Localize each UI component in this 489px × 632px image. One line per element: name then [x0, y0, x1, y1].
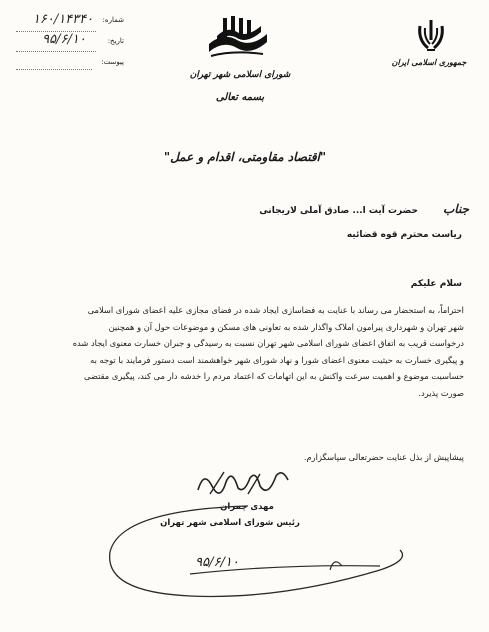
letter-number-value: ۱۶۰/۱۴۳۴۰ [32, 12, 94, 27]
letter-body [40, 302, 464, 402]
signature [190, 464, 300, 504]
city-council-logo [203, 14, 275, 64]
iran-emblem-icon [416, 18, 446, 54]
recipient-honorific: جناب [443, 202, 469, 216]
letter-attachment-label: پیوست: [101, 58, 124, 66]
letter-number-label: شماره: [102, 16, 124, 24]
closing-line: پیشاپیش از بذل عنایت حضرتعالی سپاسگزارم. [303, 452, 464, 462]
greeting: سلام علیکم [410, 279, 462, 289]
body-line: صورت پذیرد. [418, 387, 464, 398]
council-caption: شورای اسلامی شهر تهران [189, 70, 291, 80]
letter-date-value: ۹۵/۶/۱۰ [42, 32, 86, 47]
attachment-underline [16, 69, 92, 70]
letter-date-label: تاریخ: [107, 37, 124, 45]
signer-title: رئیس شورای اسلامی شهر تهران [160, 518, 300, 528]
body-line: حساسیت موضوع و اهمیت سرعت واکنش به این اتهامات که اعتماد مردم را خدشه دار می کند، پیگیری مقتضی [84, 371, 464, 382]
slogan: "اقتصاد مقاومتی، اقدام و عمل" [163, 150, 327, 164]
body-line: شهر تهران و شهرداری پیرامون املاک واگذار شده به تعاونی های مسکن و موضوعات حول آن و همچنین [108, 321, 464, 332]
body-line: و پیگیری خسارت به حیثیت معنوی اعضای شورا و نهاد شورای شهر خواهشمند است دستور فرمایند با توجه به [90, 354, 464, 365]
body-line: احتراماً، به استحضار می رساند با عنایت به فضاسازی ایجاد شده در فضای مجازی علیه اعضای شورای اسلامی [87, 305, 464, 315]
letter-meta [14, 10, 124, 80]
body-line: درخواست قریب به اتفاق اعضای شورای اسلامی شهر تهران نسبت به رسیدگی و جبران خسارت معنوی ایجاد شده [72, 338, 464, 349]
date-underline [16, 51, 96, 52]
signer-name: مهدی چمران [220, 502, 274, 512]
invocation: بسمه تعالی [215, 92, 265, 103]
recipient-title: ریاست محترم قوه قضائیه [346, 230, 462, 240]
handwritten-date: ۹۵/۶/۱۰ [195, 555, 239, 570]
emblem-caption: جمهوری اسلامی ایران [391, 58, 467, 67]
recipient-name: حضرت آیت ا... صادق آملی لاریجانی [259, 206, 418, 216]
